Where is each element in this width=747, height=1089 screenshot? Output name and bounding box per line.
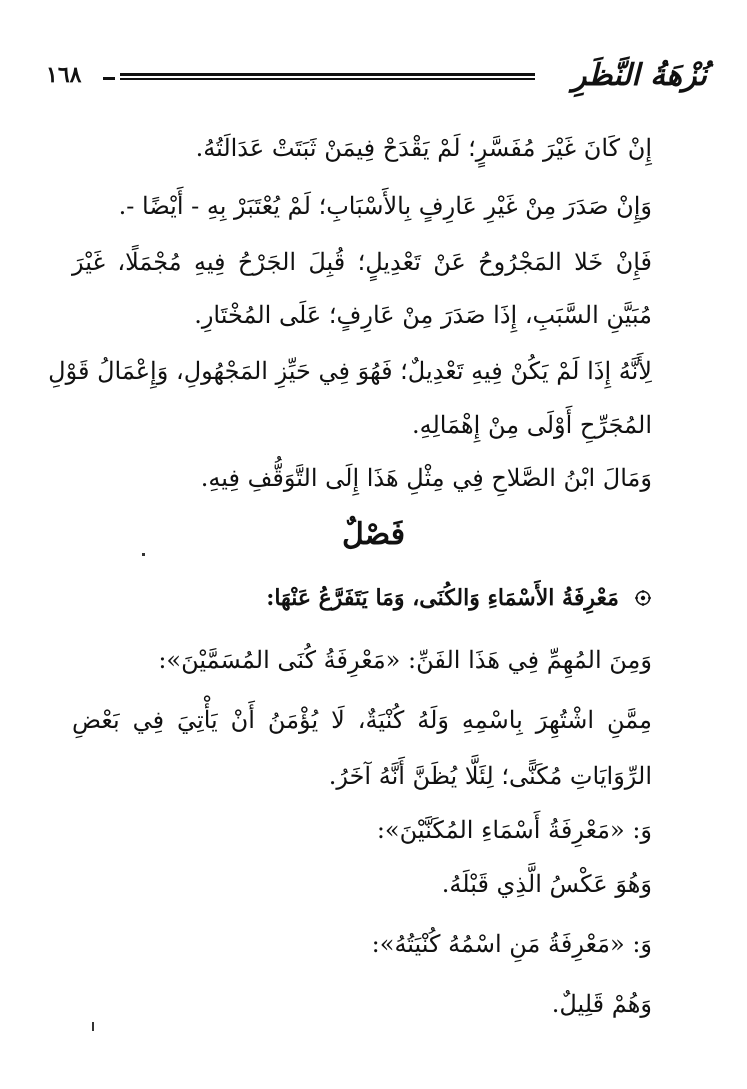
topic-text: مَعْرِفَةُ الأَسْمَاءِ وَالكُنَى، وَمَا يَتَفَرَّعُ عَنْهَا:: [266, 585, 619, 611]
text-line: وَهُوَ عَكْسُ الَّذِي قَبْلَهُ.: [441, 870, 652, 898]
topic-heading: [72, 585, 652, 611]
section-title: فَصْلٌ: [341, 517, 406, 552]
text-line: وَمِنَ المُهِمِّ فِي هَذَا الفَنِّ: «مَعْرِفَةُ كُنَى المُسَمَّيْنَ»:: [158, 646, 652, 674]
text-line: وَ: «مَعْرِفَةُ مَنِ اسْمُهُ كُنْيَتُهُ»:: [371, 930, 652, 958]
text-line: المُجَرِّحِ أَوْلَى مِنْ إِهْمَالِهِ.: [412, 411, 652, 439]
page-number: ١٦٨: [46, 62, 82, 88]
page-header: [40, 58, 707, 108]
header-dash: [103, 77, 115, 80]
book-title: نُزْهَةُ النَّظَرِ: [572, 58, 707, 93]
flower-ornament-icon: [634, 589, 652, 607]
text-line: مُبَيَّنِ السَّبَبِ، إِذَا صَدَرَ مِنْ عَارِفٍ؛ عَلَى المُخْتَارِ.: [194, 301, 652, 329]
text-line: وَ: «مَعْرِفَةُ أَسْمَاءِ المُكَنَّيْنَ»:: [376, 816, 652, 844]
text-line: وَإِنْ صَدَرَ مِنْ غَيْرِ عَارِفٍ بِالأَسْبَابِ؛ لَمْ يُعْتَبَرْ بِهِ - أَيْضًا -.: [118, 192, 652, 220]
text-line: إِنْ كَانَ غَيْرَ مُفَسَّرٍ؛ لَمْ يَقْدَحْ فِيمَنْ ثَبَتَتْ عَدَالَتُهُ.: [195, 134, 652, 162]
scan-speck: [142, 553, 145, 556]
text-line: وَهُمْ قَلِيلٌ.: [551, 990, 652, 1018]
text-line: فَإِنْ خَلا المَجْرُوحُ عَنْ تَعْدِيلٍ؛ قُبِلَ الجَرْحُ فِيهِ مُجْمَلًا، غَيْرَ: [72, 248, 652, 276]
text-line: مِمَّنِ اشْتُهِرَ بِاسْمِهِ وَلَهُ كُنْيَةٌ، لَا يُؤْمَنُ أَنْ يَأْتِيَ فِي بَعْضِ: [72, 706, 652, 734]
text-line: لِأَنَّهُ إِذَا لَمْ يَكُنْ فِيهِ تَعْدِيلٌ؛ فَهُوَ فِي حَيِّزِ المَجْهُولِ، وَإِعْمَالُ قَوْلِ: [48, 357, 652, 385]
text-line: وَمَالَ ابْنُ الصَّلاحِ فِي مِثْلِ هَذَا إِلَى التَّوَقُّفِ فِيهِ.: [200, 464, 652, 492]
scan-mark: [92, 1022, 94, 1031]
text-line: الرِّوَايَاتِ مُكَنًّى؛ لِئَلَّا يُظَنَّ أَنَّهُ آخَرُ.: [328, 762, 652, 790]
header-rule: [120, 73, 535, 80]
